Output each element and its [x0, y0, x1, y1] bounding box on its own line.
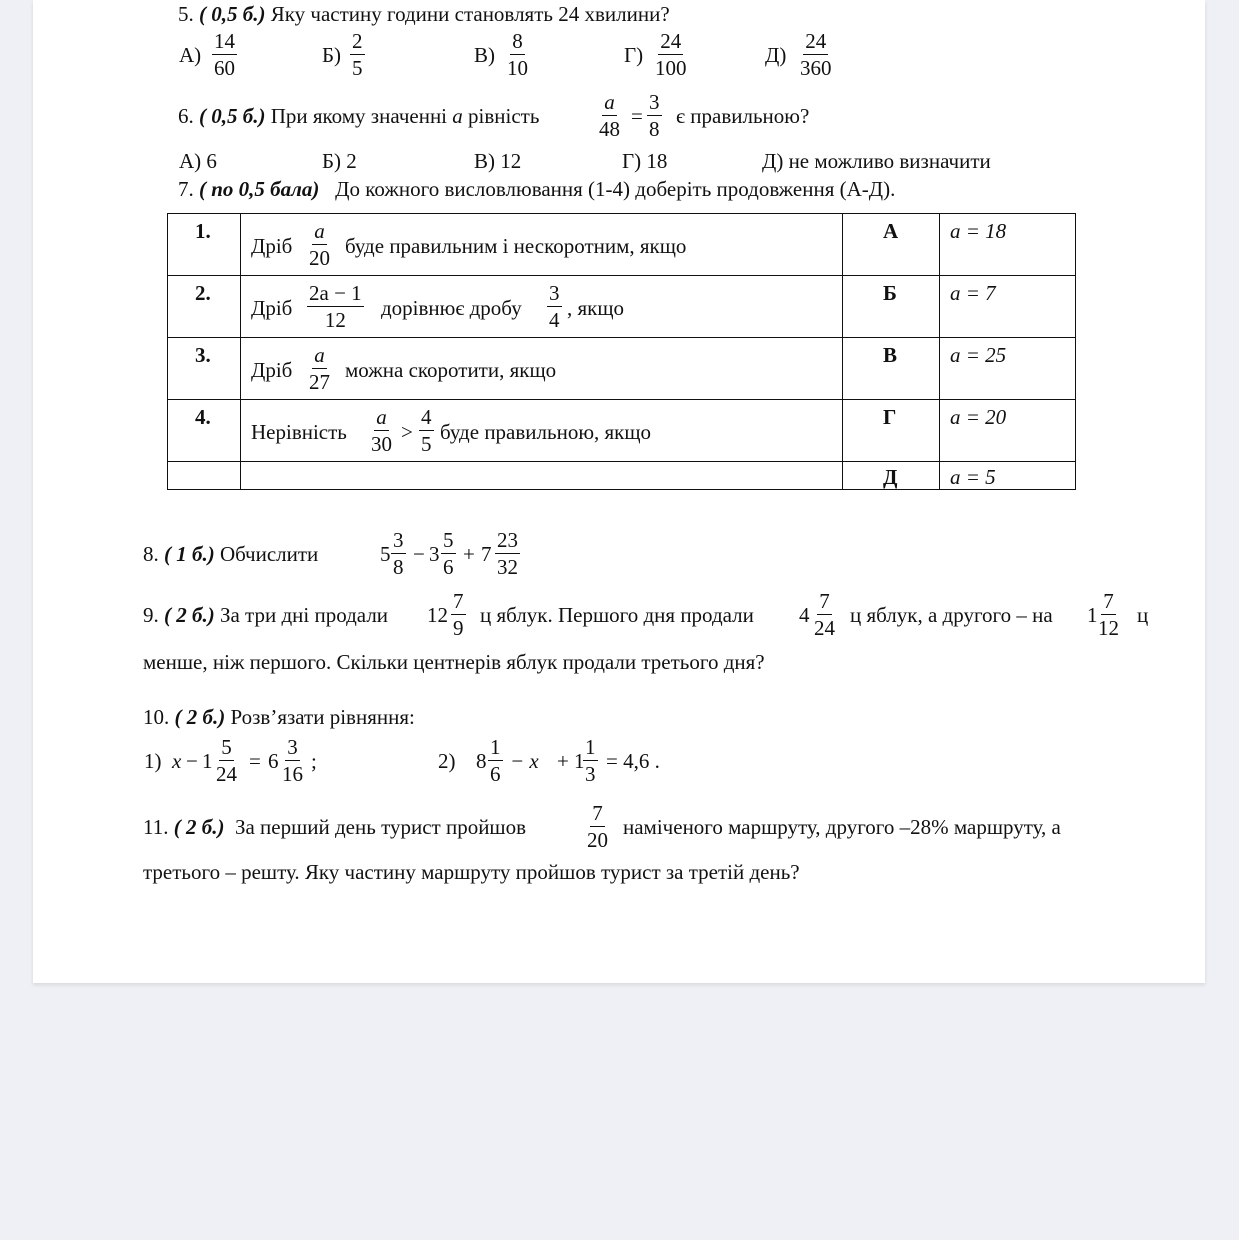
table-row: [168, 400, 1076, 462]
q9-whole-1: 12: [427, 603, 448, 627]
q11-text-1: За перший день турист пройшов: [234, 815, 527, 839]
q6-option-d: Г) 18: [622, 149, 668, 173]
q10-eq1-end: ;: [311, 749, 317, 773]
q6-number: 6.: [178, 104, 194, 128]
q9-line-2: менше, ніж першого. Скільки центнерів яблук продали третього дня?: [143, 650, 765, 674]
q7-row1-fraction: $\frac{a}{20}$: [309, 219, 330, 270]
q9-line-1: [143, 603, 388, 627]
q7-row4-fraction-left: $\frac{a}{30}$: [371, 405, 392, 456]
q11-line-1: [143, 815, 526, 839]
table-row: [168, 462, 1076, 490]
q7-row2-fraction-left: $\frac{2a - 1}{12}$: [309, 281, 362, 332]
q6-text-after: є правильною?: [676, 104, 810, 128]
q10-eq2-rhs: = 4,6 .: [606, 749, 660, 773]
q5-option-d-label: Г): [624, 43, 644, 67]
q10-eq2-label: 2): [438, 749, 456, 773]
q7-matching-table: [167, 213, 1076, 490]
q7-row-number: 4.: [168, 400, 241, 462]
q7-line: [178, 177, 895, 201]
q7-row-statement: Дріб $\frac{2a - 1}{12}$ дорівнює дробу $\frac{3}{4}$ , якщо: [241, 276, 843, 338]
q9-text-3: ц яблук, а другого – на: [850, 603, 1053, 627]
table-row: [168, 214, 1076, 276]
q11-line-2: третього – решту. Яку частину маршруту пройшов турист за третій день?: [143, 860, 800, 884]
q5-option-b-fraction: $\frac{2}{5}$: [352, 29, 363, 80]
q9-fraction-3: $\frac{7}{12}$: [1098, 589, 1119, 640]
q8-line: [143, 542, 318, 566]
q10-eq1-fraction-2: $\frac{3}{16}$: [282, 735, 303, 786]
q8-fraction-2: $\frac{5}{6}$: [443, 528, 454, 579]
q7-row-statement: Нерівність $\frac{a}{30}$ > $\frac{4}{5}$ буде правильною, якщо: [241, 400, 843, 462]
q5-option-c-label: В): [474, 43, 495, 67]
table-row: [168, 338, 1076, 400]
q7-row-number: 1.: [168, 214, 241, 276]
q10-eq1-minus: −: [186, 749, 198, 773]
q10-eq2-whole-1: 8: [476, 749, 487, 773]
q8-operator-1: −: [413, 542, 425, 566]
q6-option-c: В) 12: [474, 149, 522, 173]
q7-option-value: a = 7: [940, 276, 1076, 338]
q10-text: Розв’язати рівняння:: [230, 705, 415, 729]
q6-text-mid: рівність: [468, 104, 540, 128]
q7-row-number: 3.: [168, 338, 241, 400]
q10-eq1-whole-2: 6: [268, 749, 279, 773]
q7-row4-fraction-right: $\frac{4}{5}$: [421, 405, 432, 456]
q10-eq1-equals: =: [249, 749, 261, 773]
q9-points: ( 2 б.): [164, 603, 215, 627]
q9-text-2: ц яблук. Першого дня продали: [480, 603, 754, 627]
q10-line: [143, 705, 415, 729]
q5-option-d-fraction: $\frac{24}{100}$: [655, 29, 687, 80]
q9-number: 9.: [143, 603, 159, 627]
q7-option-letter: В: [843, 338, 940, 400]
q5-option-e-fraction: $\frac{24}{360}$: [800, 29, 832, 80]
q9-whole-2: 4: [799, 603, 810, 627]
q5-text: Яку частину години становлять 24 хвилини?: [270, 2, 670, 26]
q5-option-a-label: А): [179, 43, 202, 67]
q11-text-2: наміченого маршруту, другого –28% маршруту, а: [623, 815, 1061, 839]
q7-option-value: a = 18: [940, 214, 1076, 276]
q5-option-c-fraction: $\frac{8}{10}$: [507, 29, 528, 80]
q8-points: ( 1 б.): [164, 542, 215, 566]
q10-eq1-whole-1: 1: [202, 749, 213, 773]
q11-fraction: $\frac{7}{20}$: [587, 801, 608, 852]
q10-eq2-minus-x: − x: [510, 749, 539, 773]
q11-points: ( 2 б.): [173, 815, 225, 839]
q7-row3-fraction: $\frac{a}{27}$: [309, 343, 330, 394]
q6-fraction-left: $\frac{a}{48}$: [599, 90, 620, 141]
q10-eq1-variable: x: [172, 749, 182, 773]
q5-option-b-label: Б): [322, 43, 342, 67]
q6-points: ( 0,5 б.): [199, 104, 266, 128]
q7-points: ( по 0,5 бала): [199, 177, 320, 201]
q7-row-number: [168, 462, 241, 490]
q9-text-4: ц: [1137, 603, 1149, 627]
q10-eq1-fraction-1: $\frac{5}{24}$: [216, 735, 237, 786]
q7-number: 7.: [178, 177, 194, 201]
q9-text-1: За три дні продали: [219, 603, 389, 627]
q7-option-value: a = 20: [940, 400, 1076, 462]
q6-option-e: Д) не можливо визначити: [762, 149, 991, 173]
q7-option-value: a = 5: [940, 462, 1076, 490]
q8-whole-1: 5: [380, 542, 391, 566]
q10-eq2-fraction-2: $\frac{1}{3}$: [585, 735, 596, 786]
q10-eq2-fraction-1: $\frac{1}{6}$: [490, 735, 501, 786]
q8-whole-2: 3: [429, 542, 440, 566]
q7-row-statement: Дріб $\frac{a}{20}$ буде правильним і нескоротним, якщо: [241, 214, 843, 276]
q5-line: [178, 2, 670, 26]
q7-option-letter: Д: [843, 462, 940, 490]
q10-eq1-label: 1): [144, 749, 162, 773]
q7-row2-fraction-right: $\frac{3}{4}$: [549, 281, 560, 332]
q8-text: Обчислити: [219, 542, 319, 566]
q7-option-letter: А: [843, 214, 940, 276]
q5-option-a-fraction: $\frac{14}{60}$: [214, 29, 235, 80]
q6-option-a: А) 6: [179, 149, 217, 173]
q7-row-number: 2.: [168, 276, 241, 338]
q9-fraction-1: $\frac{7}{9}$: [453, 589, 464, 640]
q10-eq2-whole-2: 1: [574, 749, 585, 773]
q8-whole-3: 7: [481, 542, 492, 566]
q11-number: 11.: [143, 815, 169, 839]
q5-option-e-label: Д): [765, 43, 787, 67]
q7-text: До кожного висловлювання (1-4) доберіть продовження (А-Д).: [335, 177, 896, 201]
table-row: [168, 276, 1076, 338]
q6-variable: a: [452, 104, 463, 128]
q6-fraction-right: $\frac{3}{8}$: [649, 90, 660, 141]
q6-option-b: Б) 2: [322, 149, 357, 173]
q5-number: 5.: [178, 2, 194, 26]
q10-eq2-plus: +: [557, 749, 569, 773]
q6-equals: =: [631, 104, 643, 128]
q6-line: [178, 104, 539, 128]
q7-row-statement: Дріб $\frac{a}{27}$ можна скоротити, якщо: [241, 338, 843, 400]
q6-text-before: При якому значенні: [270, 104, 448, 128]
q8-number: 8.: [143, 542, 159, 566]
q7-option-letter: Г: [843, 400, 940, 462]
q10-points: ( 2 б.): [174, 705, 226, 729]
q8-operator-2: +: [463, 542, 475, 566]
q7-row-statement: [241, 462, 843, 490]
q9-whole-3: 1: [1087, 603, 1098, 627]
q8-fraction-1: $\frac{3}{8}$: [393, 528, 404, 579]
q7-option-letter: Б: [843, 276, 940, 338]
q9-fraction-2: $\frac{7}{24}$: [814, 589, 835, 640]
q5-points: ( 0,5 б.): [199, 2, 266, 26]
q8-fraction-3: $\frac{23}{32}$: [497, 528, 518, 579]
q10-number: 10.: [143, 705, 170, 729]
q7-option-value: a = 25: [940, 338, 1076, 400]
